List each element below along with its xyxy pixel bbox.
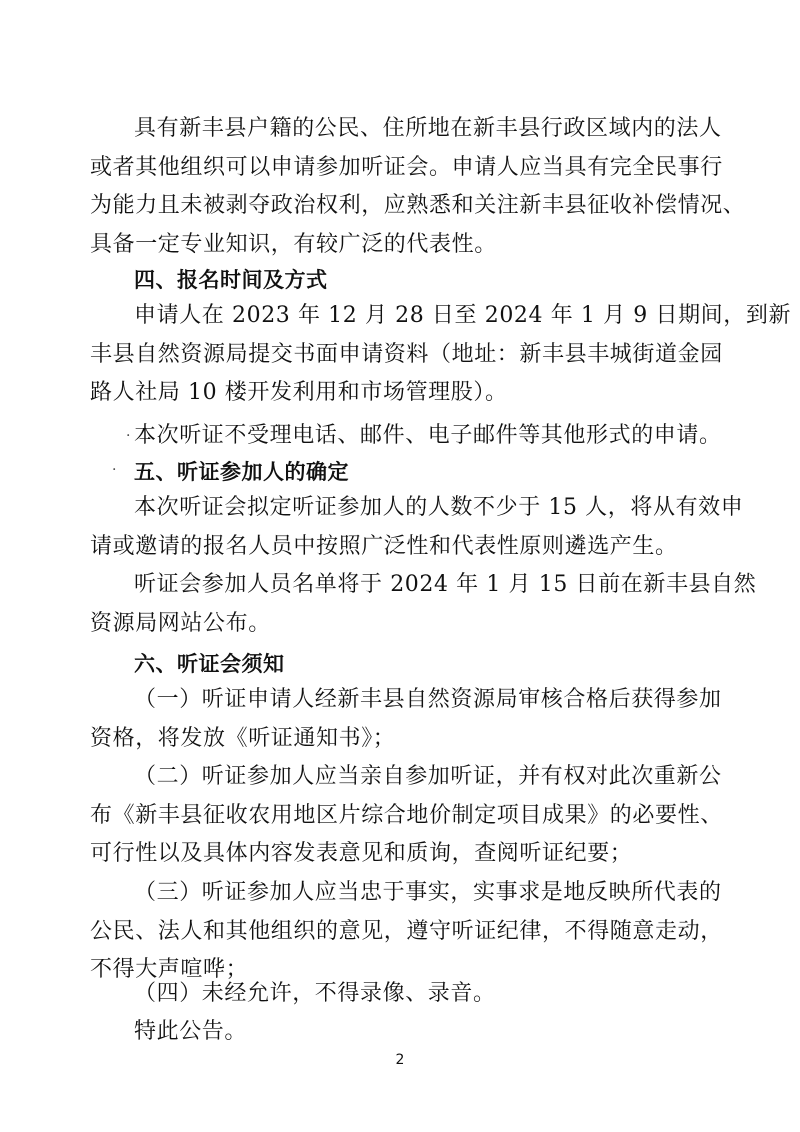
text-line: 听证会参加人员名单将于 2024 年 1 月 15 日前在新丰县自然 bbox=[134, 572, 757, 597]
page-number: 2 bbox=[395, 1052, 405, 1068]
text-line: 不得大声喧哗； bbox=[90, 957, 249, 982]
section-6-item-4: （四）未经允许，不得录像、录音。 bbox=[134, 981, 496, 1006]
text-line: （一）听证申请人经新丰县自然资源局审核合格后获得参加 bbox=[134, 687, 722, 712]
section-6-heading: 六、听证会须知 bbox=[134, 652, 285, 676]
section-4-heading: 四、报名时间及方式 bbox=[134, 268, 328, 292]
text-line: 具有新丰县户籍的公民、住所地在新丰县行政区域内的法人 bbox=[134, 116, 722, 141]
text-line: 申请人在 2023 年 12 月 28 日至 2024 年 1 月 9 日期间，到新 bbox=[134, 303, 792, 328]
section-6-item-2 bbox=[90, 758, 723, 874]
section-5-heading: 五、听证参加人的确定 bbox=[134, 460, 349, 484]
scan-artifact-dot: · bbox=[112, 462, 117, 478]
section-6-item-1 bbox=[90, 681, 722, 758]
closing-text: 特此公告。 bbox=[134, 1019, 248, 1044]
text-line: （二）听证参加人应当亲自参加听证，并有权对此次重新公 bbox=[134, 764, 722, 789]
text-line: 为能力且未被剥夺政治权利，应熟悉和关注新丰县征收补偿情况、 bbox=[90, 193, 746, 218]
text-line: 可行性以及具体内容发表意见和质询，查阅听证纪要； bbox=[90, 841, 633, 866]
text-line: 丰县自然资源局提交书面申请资料（地址：新丰县丰城街道金园 bbox=[90, 341, 723, 367]
intro-paragraph bbox=[90, 110, 746, 264]
text-line: 公民、法人和其他组织的意见，遵守听证纪律，不得随意走动， bbox=[90, 918, 723, 944]
text-line: 布《新丰县征收农用地区片综合地价制定项目成果》的必要性、 bbox=[90, 802, 723, 828]
text-line: 请或邀请的报名人员中按照广泛性和代表性原则遴选产生。 bbox=[90, 533, 678, 559]
section-5-paragraph-2 bbox=[90, 566, 757, 643]
section-5-paragraph-1 bbox=[90, 489, 744, 566]
text-line: 资源局网站公布。 bbox=[90, 610, 271, 636]
section-6-item-3 bbox=[90, 874, 723, 990]
text-line: 具备一定专业知识，有较广泛的代表性。 bbox=[90, 231, 497, 257]
text-line: 本次听证会拟定听证参加人的人数不少于 15 人，将从有效申 bbox=[134, 495, 744, 520]
text-line: 资格，将发放《听证通知书》； bbox=[90, 725, 396, 751]
text-line: 路人社局 10 楼开发利用和市场管理股）。 bbox=[90, 380, 508, 405]
scan-artifact-dot: · bbox=[126, 428, 131, 444]
text-line: （三）听证参加人应当忠于事实，实事求是地反映所代表的 bbox=[134, 880, 722, 905]
text-line: 或者其他组织可以申请参加听证会。申请人应当具有完全民事行 bbox=[90, 154, 723, 180]
section-4-paragraph bbox=[90, 297, 792, 413]
section-4-note: 本次听证不受理电话、邮件、电子邮件等其他形式的申请。 bbox=[134, 423, 722, 448]
